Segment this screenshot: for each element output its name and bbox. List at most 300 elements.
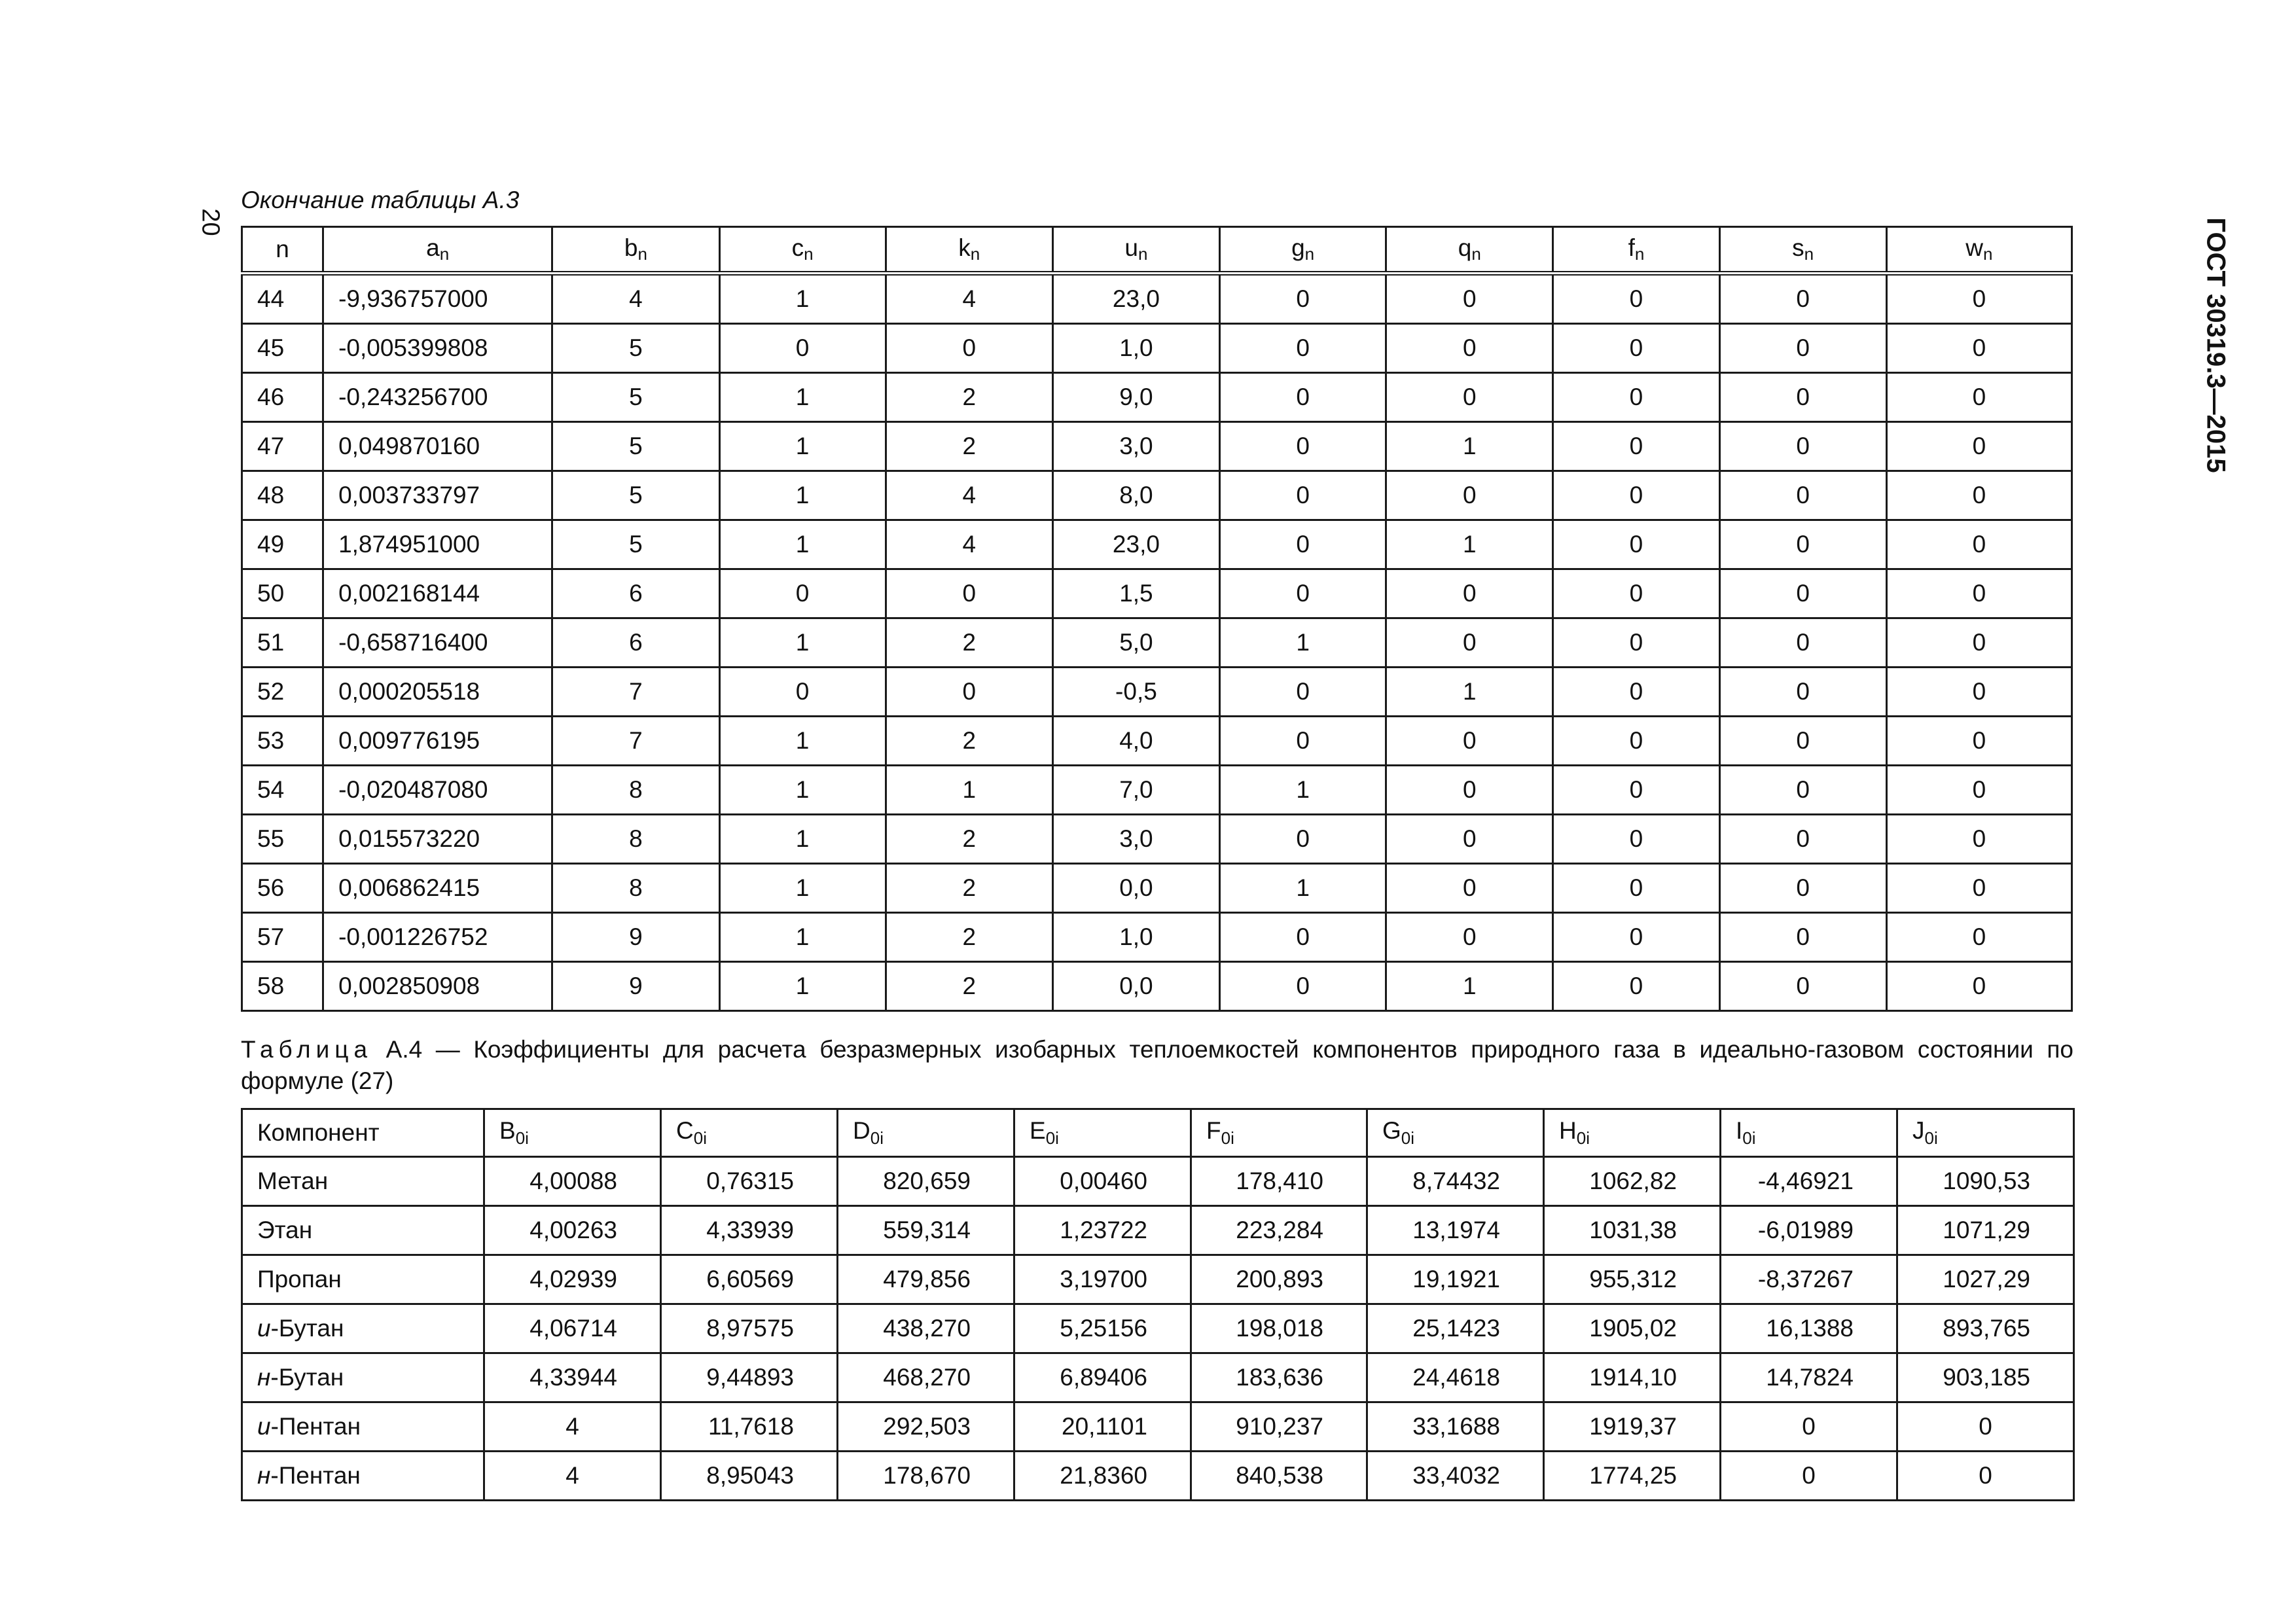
- page-number: 20: [196, 208, 224, 236]
- table-cell: 4: [484, 1452, 661, 1501]
- a4-col-header: [1014, 1109, 1191, 1157]
- table-cell: 1: [719, 618, 886, 668]
- a3-col-header-symbol: f: [1628, 234, 1635, 261]
- table-row: [242, 1452, 2074, 1501]
- table-row: [242, 373, 2072, 422]
- table-cell: 0: [1220, 422, 1386, 471]
- table-cell: 0: [1553, 668, 1719, 717]
- table-cell: 21,8360: [1014, 1452, 1191, 1501]
- table-cell: 0: [1220, 274, 1386, 324]
- table-cell: 0: [1719, 569, 1886, 618]
- table-cell: -9,936757000: [323, 274, 552, 324]
- table-cell: 0: [1719, 913, 1886, 962]
- table-cell: 1919,37: [1544, 1402, 1721, 1452]
- table-cell: 0: [1886, 668, 2072, 717]
- a3-col-header-symbol: k: [958, 234, 971, 261]
- table-cell: 56: [242, 864, 323, 913]
- table-cell: 2: [886, 962, 1052, 1011]
- a4-col-header: [1897, 1109, 2074, 1157]
- table-cell: 8,0: [1052, 471, 1219, 520]
- table-cell: 0: [1719, 668, 1886, 717]
- table-cell: 0: [1886, 815, 2072, 864]
- table-cell: 0,003733797: [323, 471, 552, 520]
- table-cell: 52: [242, 668, 323, 717]
- table-cell: 0: [1220, 569, 1386, 618]
- table-cell: 178,670: [838, 1452, 1014, 1501]
- table-cell: -0,001226752: [323, 913, 552, 962]
- a3-col-header-subscript: n: [439, 244, 450, 264]
- table-cell: 4,06714: [484, 1304, 661, 1353]
- table-cell: 1914,10: [1544, 1353, 1721, 1402]
- table-cell: -6,01989: [1721, 1206, 1897, 1255]
- table-cell: 13,1974: [1367, 1206, 1544, 1255]
- table-cell: 9: [552, 913, 719, 962]
- table-cell: 7: [552, 668, 719, 717]
- a3-col-header: [1719, 227, 1886, 274]
- table-cell: 1: [886, 766, 1052, 815]
- table-cell: 0,0: [1052, 962, 1219, 1011]
- table-cell: 46: [242, 373, 323, 422]
- table-cell: 4,02939: [484, 1255, 661, 1304]
- a3-col-header-symbol: q: [1458, 234, 1472, 261]
- table-cell: 1: [719, 717, 886, 766]
- table-cell: 0: [1719, 815, 1886, 864]
- table-cell: 0: [1220, 324, 1386, 373]
- table-row: [242, 520, 2072, 569]
- a3-col-header-subscript: n: [1138, 244, 1148, 264]
- table-cell: 0: [1719, 373, 1886, 422]
- a3-col-header-symbol: u: [1124, 234, 1138, 261]
- table-cell: 0: [719, 324, 886, 373]
- table-cell: 51: [242, 618, 323, 668]
- table-cell: 0: [1386, 274, 1553, 324]
- a4-col-header-symbol: J: [1912, 1117, 1925, 1144]
- table-cell: 1: [1386, 668, 1553, 717]
- table-cell: 0: [1386, 618, 1553, 668]
- table-cell: 20,1101: [1014, 1402, 1191, 1452]
- table-cell: 0: [1553, 274, 1719, 324]
- table-cell: 5: [552, 324, 719, 373]
- a4-col-header-symbol: D: [853, 1117, 870, 1144]
- table-cell: 1: [719, 913, 886, 962]
- table-cell: 0: [1553, 569, 1719, 618]
- a4-col-header: [661, 1109, 838, 1157]
- table-cell: 0: [886, 668, 1052, 717]
- a3-col-header-subscript: n: [637, 244, 647, 264]
- table-cell: 0: [1220, 717, 1386, 766]
- table-cell: 1: [719, 962, 886, 1011]
- table-cell: 5: [552, 520, 719, 569]
- a3-col-header-subscript: n: [1804, 244, 1814, 264]
- table-a3: [241, 226, 2073, 1012]
- table-cell: 25,1423: [1367, 1304, 1544, 1353]
- a3-col-header-symbol: g: [1291, 234, 1305, 261]
- table-cell: 0: [1553, 864, 1719, 913]
- table-cell: 1: [1386, 962, 1553, 1011]
- table-cell: 0: [1897, 1452, 2074, 1501]
- table-cell: 7,0: [1052, 766, 1219, 815]
- a3-col-header: [323, 227, 552, 274]
- table-cell: 1,874951000: [323, 520, 552, 569]
- a3-col-header-subscript: n: [1471, 244, 1481, 264]
- table-row: [242, 1206, 2074, 1255]
- table-cell: 1: [719, 373, 886, 422]
- table-cell: 1,23722: [1014, 1206, 1191, 1255]
- table-cell: 0: [1553, 913, 1719, 962]
- table-cell: 0: [1220, 815, 1386, 864]
- table-cell: 2: [886, 717, 1052, 766]
- table-cell: 4: [886, 520, 1052, 569]
- table-row: [242, 668, 2072, 717]
- a4-col-header-symbol: E: [1030, 1117, 1046, 1144]
- table-cell: 0,006862415: [323, 864, 552, 913]
- table-cell: 2: [886, 618, 1052, 668]
- table-row: [242, 1304, 2074, 1353]
- table-row: [242, 569, 2072, 618]
- table-cell: 50: [242, 569, 323, 618]
- table-a4-header-row: [242, 1109, 2074, 1157]
- table-cell: 1,0: [1052, 324, 1219, 373]
- component-name: Пропан: [257, 1266, 342, 1293]
- a3-col-header: [1052, 227, 1219, 274]
- component-prefix: и: [257, 1413, 271, 1440]
- table-cell: 5: [552, 471, 719, 520]
- table-cell: 9: [552, 962, 719, 1011]
- table-cell: 2: [886, 815, 1052, 864]
- table-cell: 0: [1553, 373, 1719, 422]
- table-row: [242, 864, 2072, 913]
- table-cell: 0: [1721, 1402, 1897, 1452]
- table-cell: 6: [552, 618, 719, 668]
- table-cell: 0: [1719, 520, 1886, 569]
- table-cell: 11,7618: [661, 1402, 838, 1452]
- table-cell: 0,049870160: [323, 422, 552, 471]
- table-cell: 53: [242, 717, 323, 766]
- table-cell: 1027,29: [1897, 1255, 2074, 1304]
- table-cell: 0: [1886, 373, 2072, 422]
- table-cell: 0: [1553, 962, 1719, 1011]
- table-cell: 0: [1886, 962, 2072, 1011]
- a3-col-header-subscript: n: [1634, 244, 1645, 264]
- table-cell: 0,000205518: [323, 668, 552, 717]
- table-cell: 2: [886, 864, 1052, 913]
- table-cell: 57: [242, 913, 323, 962]
- table-cell: 5: [552, 373, 719, 422]
- table-row: [242, 422, 2072, 471]
- table-cell: 8,95043: [661, 1452, 838, 1501]
- table-cell: 479,856: [838, 1255, 1014, 1304]
- table-cell: -0,5: [1052, 668, 1219, 717]
- table-a3-header-row: [242, 227, 2072, 274]
- table-cell: 1: [1220, 766, 1386, 815]
- table-cell: 910,237: [1191, 1402, 1367, 1452]
- table-cell: 0,009776195: [323, 717, 552, 766]
- table-cell: 48: [242, 471, 323, 520]
- a4-col-header-subscript: 0i: [1401, 1128, 1415, 1148]
- a3-col-header-subscript: n: [970, 244, 980, 264]
- table-cell: 4,33944: [484, 1353, 661, 1402]
- a4-col-header-subscript: 0i: [1576, 1128, 1590, 1148]
- a3-col-header-symbol: w: [1965, 234, 1983, 261]
- table-cell: 0: [1719, 471, 1886, 520]
- table-cell: 0: [1553, 618, 1719, 668]
- table-cell: 0: [1886, 618, 2072, 668]
- a4-col-header-symbol: I: [1736, 1117, 1743, 1144]
- table-cell: 438,270: [838, 1304, 1014, 1353]
- table-cell: 5,25156: [1014, 1304, 1191, 1353]
- table-cell: 0: [886, 324, 1052, 373]
- table-cell: 1: [719, 766, 886, 815]
- table-cell: 3,19700: [1014, 1255, 1191, 1304]
- table-cell: 1071,29: [1897, 1206, 2074, 1255]
- table-cell: 0: [1886, 717, 2072, 766]
- a3-col-header-subscript: n: [1982, 244, 1993, 264]
- table-cell: -4,46921: [1721, 1157, 1897, 1206]
- table-cell: -0,243256700: [323, 373, 552, 422]
- a3-col-header: [886, 227, 1052, 274]
- table-cell: 23,0: [1052, 520, 1219, 569]
- table-row: [242, 913, 2072, 962]
- table-cell: 0,00460: [1014, 1157, 1191, 1206]
- table-cell: 1: [1220, 864, 1386, 913]
- table-cell: 8: [552, 815, 719, 864]
- table-cell: 0: [1386, 471, 1553, 520]
- table-cell: 0,002168144: [323, 569, 552, 618]
- table-cell: 1: [719, 815, 886, 864]
- a3-col-header-symbol: n: [276, 236, 289, 262]
- table-cell: 820,659: [838, 1157, 1014, 1206]
- table-cell: 1062,82: [1544, 1157, 1721, 1206]
- table-cell: 47: [242, 422, 323, 471]
- table-cell: 0: [1719, 618, 1886, 668]
- table-cell: 0: [1886, 913, 2072, 962]
- component-name: -Бутан: [270, 1315, 344, 1342]
- table-cell: 1774,25: [1544, 1452, 1721, 1501]
- table-cell: 4,00263: [484, 1206, 661, 1255]
- table-cell: 223,284: [1191, 1206, 1367, 1255]
- table-cell: 0: [1220, 962, 1386, 1011]
- table-cell: 16,1388: [1721, 1304, 1897, 1353]
- table-cell: 0: [1886, 274, 2072, 324]
- table-cell: 0: [1886, 569, 2072, 618]
- table-cell: 0,0: [1052, 864, 1219, 913]
- table-cell: 58: [242, 962, 323, 1011]
- table-cell: 468,270: [838, 1353, 1014, 1402]
- table-cell: 178,410: [1191, 1157, 1367, 1206]
- table-cell: 0: [1897, 1402, 2074, 1452]
- a4-col-header-symbol: G: [1382, 1117, 1401, 1144]
- table-a3-caption: Окончание таблицы А.3: [241, 187, 520, 213]
- a4-col-header: [1721, 1109, 1897, 1157]
- table-cell: 0: [1553, 520, 1719, 569]
- a4-col-header: [484, 1109, 661, 1157]
- a4-col-header: [1367, 1109, 1544, 1157]
- table-cell: 4: [552, 274, 719, 324]
- table-cell: 1: [719, 274, 886, 324]
- component-prefix: н: [257, 1462, 271, 1489]
- table-cell: 0: [1386, 766, 1553, 815]
- a3-col-header: [242, 227, 323, 274]
- table-cell: 4,33939: [661, 1206, 838, 1255]
- table-cell: 0: [1719, 422, 1886, 471]
- table-cell: 0: [1553, 717, 1719, 766]
- table-cell: 3,0: [1052, 815, 1219, 864]
- table-row: [242, 1402, 2074, 1452]
- table-a4-caption: [241, 1034, 2073, 1097]
- table-cell: 7: [552, 717, 719, 766]
- component-name-cell: [242, 1255, 484, 1304]
- table-cell: 6,89406: [1014, 1353, 1191, 1402]
- a4-col-header-subscript: 0i: [515, 1128, 529, 1148]
- table-cell: 0: [886, 569, 1052, 618]
- table-cell: 903,185: [1897, 1353, 2074, 1402]
- table-cell: 0: [1386, 324, 1553, 373]
- table-cell: 559,314: [838, 1206, 1014, 1255]
- table-cell: 0: [1386, 717, 1553, 766]
- table-cell: 0: [1220, 520, 1386, 569]
- component-name: Метан: [257, 1168, 329, 1194]
- table-cell: 0: [1553, 815, 1719, 864]
- table-cell: 19,1921: [1367, 1255, 1544, 1304]
- a3-col-header-symbol: b: [624, 234, 638, 261]
- component-name-cell: [242, 1452, 484, 1501]
- a4-col-header-symbol: F: [1206, 1117, 1221, 1144]
- table-cell: 8,97575: [661, 1304, 838, 1353]
- table-cell: 0: [1553, 766, 1719, 815]
- component-name-cell: [242, 1353, 484, 1402]
- table-cell: 2: [886, 913, 1052, 962]
- table-cell: 1: [719, 864, 886, 913]
- table-row: [242, 815, 2072, 864]
- table-cell: 2: [886, 373, 1052, 422]
- table-cell: 0,002850908: [323, 962, 552, 1011]
- table-cell: 1: [1220, 618, 1386, 668]
- a3-col-header-subscript: n: [804, 244, 814, 264]
- table-cell: -0,005399808: [323, 324, 552, 373]
- a4-col-header-symbol: H: [1559, 1117, 1577, 1144]
- table-cell: 0: [719, 569, 886, 618]
- table-row: [242, 717, 2072, 766]
- a4-col-header-symbol: B: [499, 1117, 516, 1144]
- a4-col-header-subscript: 0i: [1221, 1128, 1234, 1148]
- a3-col-header: [552, 227, 719, 274]
- table-cell: 4,0: [1052, 717, 1219, 766]
- a4-col-header-subscript: 0i: [693, 1128, 707, 1148]
- table-cell: 1: [719, 471, 886, 520]
- table-a4-caption-label: Таблица: [241, 1036, 373, 1063]
- component-name: Этан: [257, 1217, 313, 1243]
- table-cell: 1: [719, 520, 886, 569]
- component-name: -Пентан: [270, 1462, 361, 1489]
- table-cell: 0: [1386, 864, 1553, 913]
- a3-col-header-symbol: s: [1792, 234, 1804, 261]
- component-name-cell: [242, 1304, 484, 1353]
- table-row: [242, 274, 2072, 324]
- table-cell: 45: [242, 324, 323, 373]
- table-row: [242, 766, 2072, 815]
- table-row: [242, 618, 2072, 668]
- standard-code: ГОСТ 30319.3—2015: [2201, 217, 2231, 473]
- table-cell: 1,0: [1052, 913, 1219, 962]
- component-name: -Бутан: [270, 1364, 344, 1391]
- table-cell: 0: [1553, 422, 1719, 471]
- table-cell: 0: [1719, 864, 1886, 913]
- table-cell: 0: [1886, 766, 2072, 815]
- table-cell: 0: [1719, 766, 1886, 815]
- a4-col-header: [242, 1109, 484, 1157]
- a4-col-header-subscript: 0i: [1045, 1128, 1059, 1148]
- table-cell: 0: [1719, 324, 1886, 373]
- table-cell: 4: [484, 1402, 661, 1452]
- table-cell: 0,015573220: [323, 815, 552, 864]
- table-cell: 0: [719, 668, 886, 717]
- table-cell: 0: [1719, 717, 1886, 766]
- a4-col-header: [1191, 1109, 1367, 1157]
- table-cell: -0,658716400: [323, 618, 552, 668]
- table-cell: 23,0: [1052, 274, 1219, 324]
- table-cell: 1,5: [1052, 569, 1219, 618]
- component-name: -Пентан: [270, 1413, 361, 1440]
- table-cell: 292,503: [838, 1402, 1014, 1452]
- table-cell: 0: [1719, 962, 1886, 1011]
- a3-col-header: [1886, 227, 2072, 274]
- table-cell: 8,74432: [1367, 1157, 1544, 1206]
- table-cell: 4: [886, 471, 1052, 520]
- a3-col-header-subscript: n: [1304, 244, 1315, 264]
- a3-col-header: [719, 227, 886, 274]
- table-cell: -0,020487080: [323, 766, 552, 815]
- table-cell: 33,1688: [1367, 1402, 1544, 1452]
- table-a3-body: [242, 274, 2072, 1011]
- table-cell: 0: [1386, 913, 1553, 962]
- table-row: [242, 962, 2072, 1011]
- table-cell: 183,636: [1191, 1353, 1367, 1402]
- table-cell: 0: [1220, 913, 1386, 962]
- table-a4: [241, 1108, 2075, 1501]
- component-prefix: и: [257, 1315, 271, 1342]
- table-cell: 1: [719, 422, 886, 471]
- table-row: [242, 471, 2072, 520]
- table-cell: -8,37267: [1721, 1255, 1897, 1304]
- table-cell: 0: [1386, 373, 1553, 422]
- table-cell: 4,00088: [484, 1157, 661, 1206]
- a3-col-header: [1553, 227, 1719, 274]
- table-cell: 33,4032: [1367, 1452, 1544, 1501]
- table-cell: 1090,53: [1897, 1157, 2074, 1206]
- table-cell: 0: [1386, 569, 1553, 618]
- a4-col-header-subscript: 0i: [1924, 1128, 1938, 1148]
- component-prefix: н: [257, 1364, 271, 1391]
- a4-col-header-subscript: 0i: [1742, 1128, 1756, 1148]
- table-cell: 54: [242, 766, 323, 815]
- table-cell: 2: [886, 422, 1052, 471]
- table-a4-body: [242, 1157, 2074, 1501]
- table-cell: 9,0: [1052, 373, 1219, 422]
- table-cell: 200,893: [1191, 1255, 1367, 1304]
- component-name-cell: [242, 1402, 484, 1452]
- table-cell: 0: [1886, 324, 2072, 373]
- a4-col-header: [1544, 1109, 1721, 1157]
- table-cell: 0: [1886, 520, 2072, 569]
- a3-col-header-symbol: c: [791, 234, 804, 261]
- table-cell: 840,538: [1191, 1452, 1367, 1501]
- table-cell: 0: [1220, 668, 1386, 717]
- table-row: [242, 1255, 2074, 1304]
- table-cell: 0: [1886, 422, 2072, 471]
- table-cell: 5: [552, 422, 719, 471]
- table-cell: 0: [1220, 373, 1386, 422]
- a4-col-header-symbol: Компонент: [257, 1119, 380, 1146]
